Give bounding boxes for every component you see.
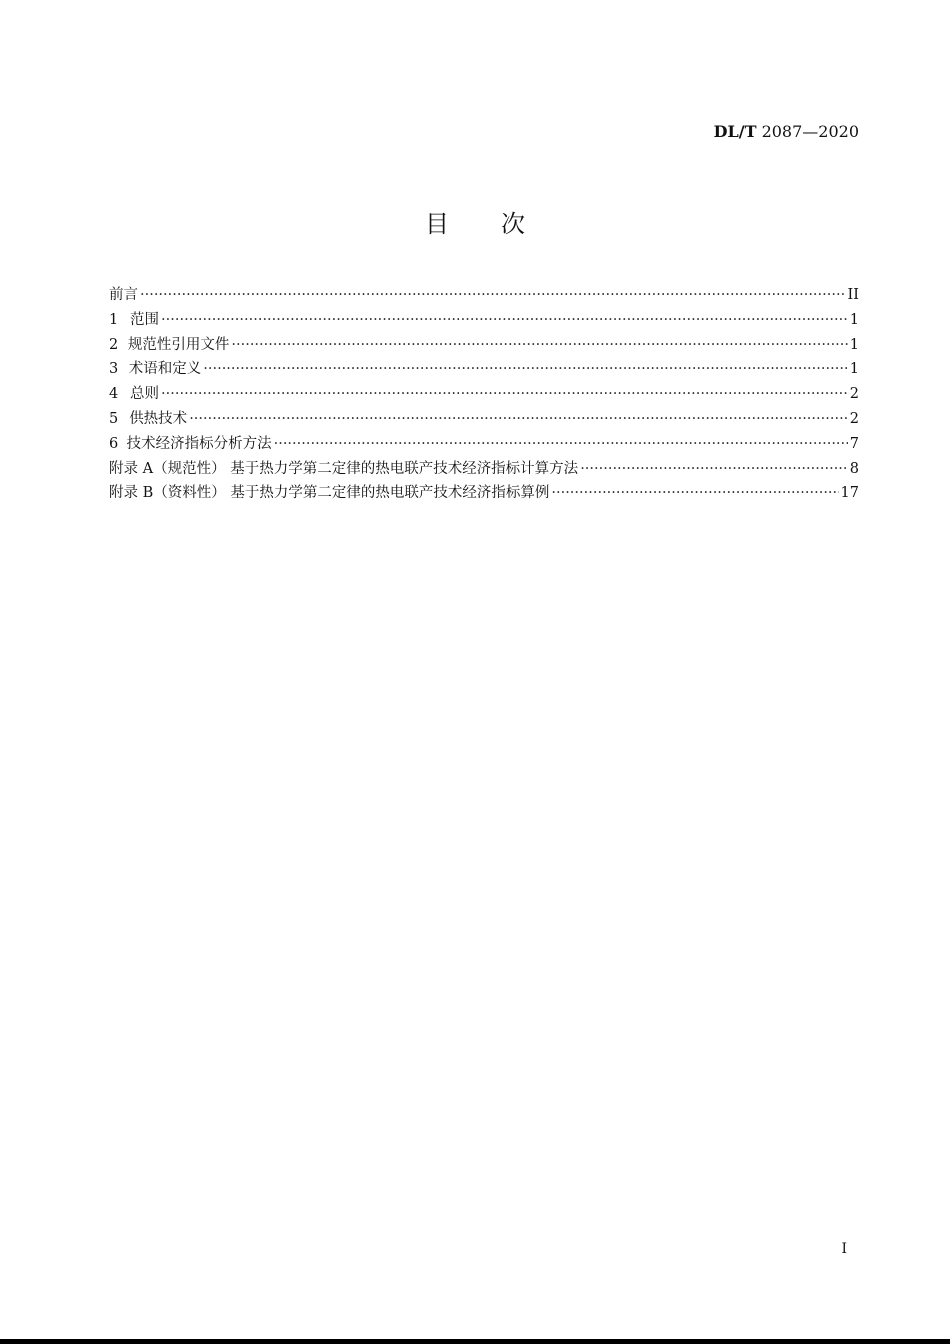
toc-entry-text: 范围 xyxy=(130,311,160,328)
bottom-border xyxy=(0,1339,950,1344)
toc-entry-page: 2 xyxy=(849,386,859,403)
toc-entry-annex-a[interactable] xyxy=(109,457,859,482)
toc-entry-number: 1 xyxy=(109,311,119,328)
title-char-2: 次 xyxy=(501,210,525,238)
toc-leader-dots xyxy=(580,457,848,482)
toc-entry-terms-definitions[interactable] xyxy=(109,357,859,382)
toc-entry-heating-technology[interactable] xyxy=(109,407,859,432)
toc-entry-number: 4 xyxy=(109,386,119,403)
table-of-contents xyxy=(109,283,859,506)
standard-prefix: DL/T xyxy=(713,122,757,141)
toc-leader-dots xyxy=(161,382,848,407)
toc-entry-text: 规范性引用文件 xyxy=(127,336,230,353)
toc-entry-page: 1 xyxy=(849,311,859,328)
toc-entry-page: II xyxy=(847,287,859,303)
toc-leader-dots xyxy=(203,357,848,382)
toc-entry-normative-references[interactable] xyxy=(109,333,859,358)
toc-entry-page: 7 xyxy=(849,435,859,452)
toc-leader-dots xyxy=(231,333,847,358)
toc-entry-text: 术语和定义 xyxy=(128,361,202,378)
standard-code xyxy=(714,122,859,141)
toc-leader-dots xyxy=(161,308,848,333)
toc-entry-page: 8 xyxy=(849,460,859,477)
toc-leader-dots xyxy=(274,432,848,457)
toc-entry-page: 1 xyxy=(849,361,859,378)
toc-entry-page: 2 xyxy=(849,410,859,427)
toc-entry-general[interactable] xyxy=(109,382,859,407)
toc-leader-dots xyxy=(189,407,848,432)
toc-entry-analysis-method[interactable] xyxy=(109,432,859,457)
toc-entry-number: 3 xyxy=(109,361,119,378)
toc-entry-text: 供热技术 xyxy=(129,410,188,427)
toc-entry-text: 总则 xyxy=(130,386,160,403)
toc-entry-scope[interactable] xyxy=(109,308,859,333)
toc-leader-dots xyxy=(551,481,838,506)
toc-entry-text: 附录 A（规范性） 基于热力学第二定律的热电联产技术经济指标计算方法 xyxy=(109,460,579,477)
toc-entry-text: 技术经济指标分析方法 xyxy=(126,435,272,452)
toc-entry-number: 2 xyxy=(109,336,119,353)
toc-entry-foreword[interactable] xyxy=(109,283,859,308)
toc-entry-number: 5 xyxy=(109,410,119,427)
toc-leader-dots xyxy=(140,283,846,308)
title-char-1: 目 xyxy=(425,210,449,238)
toc-entry-number: 6 xyxy=(109,435,119,452)
page-number: I xyxy=(841,1241,847,1257)
page-title xyxy=(0,204,950,239)
toc-entry-page: 17 xyxy=(840,485,859,502)
toc-entry-page: 1 xyxy=(849,336,859,353)
toc-entry-text: 附录 B（资料性） 基于热力学第二定律的热电联产技术经济指标算例 xyxy=(109,485,550,502)
toc-entry-annex-b[interactable] xyxy=(109,481,859,506)
standard-number: 2087—2020 xyxy=(761,122,859,141)
toc-entry-text: 前言 xyxy=(109,287,138,303)
